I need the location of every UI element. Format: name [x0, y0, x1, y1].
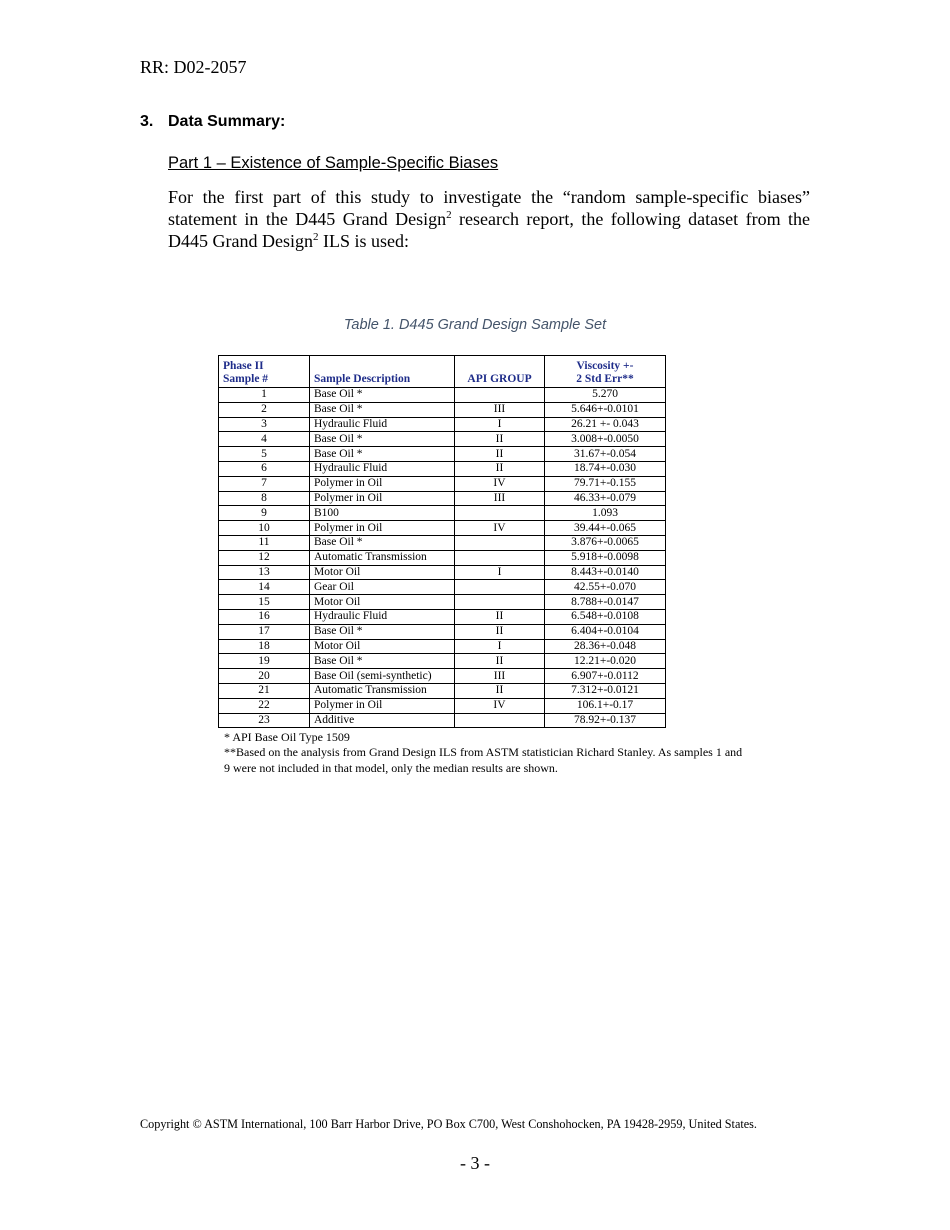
cell-api-group [455, 595, 545, 610]
cell-description: Polymer in Oil [310, 476, 455, 491]
cell-sample-number: 23 [219, 713, 310, 728]
cell-api-group: II [455, 447, 545, 462]
cell-description: Hydraulic Fluid [310, 417, 455, 432]
cell-api-group: IV [455, 476, 545, 491]
table-row [219, 402, 666, 417]
cell-viscosity: 31.67+-0.054 [545, 447, 666, 462]
section-title: Data Summary: [168, 113, 286, 130]
cell-description: Gear Oil [310, 580, 455, 595]
table-row [219, 550, 666, 565]
cell-description: Automatic Transmission [310, 550, 455, 565]
cell-viscosity: 6.404+-0.0104 [545, 624, 666, 639]
section-heading [140, 113, 285, 131]
table-row [219, 639, 666, 654]
cell-api-group [455, 550, 545, 565]
table-row [219, 506, 666, 521]
cell-viscosity: 6.548+-0.0108 [545, 609, 666, 624]
header-viscosity [545, 356, 666, 388]
section-number: 3. [140, 113, 154, 130]
table-row [219, 521, 666, 536]
paragraph-text-1: For the first part of this study to investigate the “random sample-specific biases” statement in the D445 Grand Design [168, 187, 810, 229]
subsection-title: Part 1 – Existence of Sample-Specific Biases [168, 154, 499, 172]
cell-description: Automatic Transmission [310, 683, 455, 698]
table-header-row [219, 356, 666, 388]
cell-api-group [455, 713, 545, 728]
cell-api-group [455, 388, 545, 403]
cell-sample-number: 4 [219, 432, 310, 447]
cell-viscosity: 26.21 +- 0.043 [545, 417, 666, 432]
header-sample-number [219, 356, 310, 388]
table-row [219, 432, 666, 447]
cell-viscosity: 7.312+-0.0121 [545, 683, 666, 698]
cell-api-group: IV [455, 521, 545, 536]
table-row [219, 417, 666, 432]
cell-description: Hydraulic Fluid [310, 461, 455, 476]
cell-sample-number: 18 [219, 639, 310, 654]
table-row [219, 461, 666, 476]
table-row [219, 595, 666, 610]
cell-description: Base Oil (semi-synthetic) [310, 669, 455, 684]
cell-api-group: III [455, 669, 545, 684]
table-row [219, 565, 666, 580]
document-id: RR: D02-2057 [140, 57, 247, 77]
cell-viscosity: 3.876+-0.0065 [545, 535, 666, 550]
cell-viscosity: 18.74+-0.030 [545, 461, 666, 476]
cell-api-group: II [455, 432, 545, 447]
cell-description: Base Oil * [310, 535, 455, 550]
paragraph-text-2: research report, the following dataset from the D445 Grand Design [168, 209, 810, 251]
cell-api-group: III [455, 402, 545, 417]
cell-description: Motor Oil [310, 639, 455, 654]
cell-viscosity: 8.443+-0.0140 [545, 565, 666, 580]
table-note-analysis: **Based on the analysis from Grand Design ILS from ASTM statistician Richard Stanley. As samples 1 and 9 were not included in that model, only the median results are shown. [224, 745, 743, 775]
cell-viscosity: 1.093 [545, 506, 666, 521]
cell-description: Base Oil * [310, 624, 455, 639]
table-row [219, 447, 666, 462]
cell-api-group: II [455, 624, 545, 639]
cell-viscosity: 28.36+-0.048 [545, 639, 666, 654]
cell-sample-number: 13 [219, 565, 310, 580]
cell-description: Base Oil * [310, 402, 455, 417]
cell-viscosity: 5.918+-0.0098 [545, 550, 666, 565]
cell-viscosity: 5.646+-0.0101 [545, 402, 666, 417]
cell-api-group: I [455, 417, 545, 432]
table-row [219, 683, 666, 698]
cell-viscosity: 79.71+-0.155 [545, 476, 666, 491]
cell-sample-number: 2 [219, 402, 310, 417]
cell-api-group [455, 506, 545, 521]
header-api-group: API GROUP [455, 356, 545, 388]
table-row [219, 476, 666, 491]
cell-description: Base Oil * [310, 388, 455, 403]
header-description: Sample Description [310, 356, 455, 388]
cell-api-group: I [455, 639, 545, 654]
cell-viscosity: 39.44+-0.065 [545, 521, 666, 536]
cell-description: Base Oil * [310, 654, 455, 669]
page-number: - 3 - [460, 1153, 490, 1173]
cell-description: Polymer in Oil [310, 698, 455, 713]
cell-viscosity: 8.788+-0.0147 [545, 595, 666, 610]
table-row [219, 654, 666, 669]
cell-sample-number: 7 [219, 476, 310, 491]
cell-sample-number: 1 [219, 388, 310, 403]
cell-viscosity: 46.33+-0.079 [545, 491, 666, 506]
table-row [219, 713, 666, 728]
cell-viscosity: 3.008+-0.0050 [545, 432, 666, 447]
header-sample-line1: Phase II [223, 360, 264, 372]
cell-description: B100 [310, 506, 455, 521]
cell-viscosity: 6.907+-0.0112 [545, 669, 666, 684]
cell-sample-number: 16 [219, 609, 310, 624]
sample-set-table [218, 355, 666, 728]
table-row [219, 624, 666, 639]
cell-viscosity: 12.21+-0.020 [545, 654, 666, 669]
header-viscosity-line1: Viscosity +- [576, 360, 634, 372]
table-row [219, 580, 666, 595]
table-row [219, 698, 666, 713]
cell-sample-number: 6 [219, 461, 310, 476]
footnote-ref: 2 [312, 231, 319, 243]
cell-sample-number: 22 [219, 698, 310, 713]
cell-sample-number: 14 [219, 580, 310, 595]
cell-sample-number: 3 [219, 417, 310, 432]
cell-sample-number: 15 [219, 595, 310, 610]
table-note-api: * API Base Oil Type 1509 [224, 730, 350, 744]
cell-viscosity: 106.1+-0.17 [545, 698, 666, 713]
cell-description: Base Oil * [310, 447, 455, 462]
copyright-footer: Copyright © ASTM International, 100 Barr Harbor Drive, PO Box C700, West Conshohocken, PA 19428-2959, United States. [140, 1117, 757, 1131]
cell-sample-number: 5 [219, 447, 310, 462]
cell-sample-number: 20 [219, 669, 310, 684]
cell-api-group [455, 580, 545, 595]
paragraph-text-3: ILS is used: [318, 231, 409, 251]
cell-sample-number: 10 [219, 521, 310, 536]
cell-api-group: II [455, 609, 545, 624]
cell-api-group: II [455, 461, 545, 476]
table-row [219, 609, 666, 624]
cell-sample-number: 12 [219, 550, 310, 565]
header-viscosity-line2: 2 Std Err** [576, 373, 634, 385]
footnote-ref: 2 [446, 209, 452, 221]
cell-api-group: I [455, 565, 545, 580]
cell-api-group: IV [455, 698, 545, 713]
cell-api-group: II [455, 654, 545, 669]
cell-viscosity: 78.92+-0.137 [545, 713, 666, 728]
cell-description: Motor Oil [310, 565, 455, 580]
intro-paragraph [168, 186, 810, 252]
cell-viscosity: 5.270 [545, 388, 666, 403]
table-row [219, 388, 666, 403]
cell-sample-number: 17 [219, 624, 310, 639]
cell-sample-number: 8 [219, 491, 310, 506]
cell-description: Base Oil * [310, 432, 455, 447]
cell-api-group [455, 535, 545, 550]
table-row [219, 491, 666, 506]
header-sample-line2: Sample # [223, 373, 269, 385]
cell-description: Hydraulic Fluid [310, 609, 455, 624]
table-row [219, 669, 666, 684]
cell-viscosity: 42.55+-0.070 [545, 580, 666, 595]
cell-description: Polymer in Oil [310, 521, 455, 536]
cell-description: Polymer in Oil [310, 491, 455, 506]
cell-api-group: III [455, 491, 545, 506]
cell-description: Motor Oil [310, 595, 455, 610]
cell-sample-number: 11 [219, 535, 310, 550]
table-row [219, 535, 666, 550]
cell-description: Additive [310, 713, 455, 728]
table-body [219, 388, 666, 728]
table-caption: Table 1. D445 Grand Design Sample Set [343, 317, 607, 333]
cell-sample-number: 9 [219, 506, 310, 521]
cell-sample-number: 21 [219, 683, 310, 698]
cell-api-group: II [455, 683, 545, 698]
cell-sample-number: 19 [219, 654, 310, 669]
